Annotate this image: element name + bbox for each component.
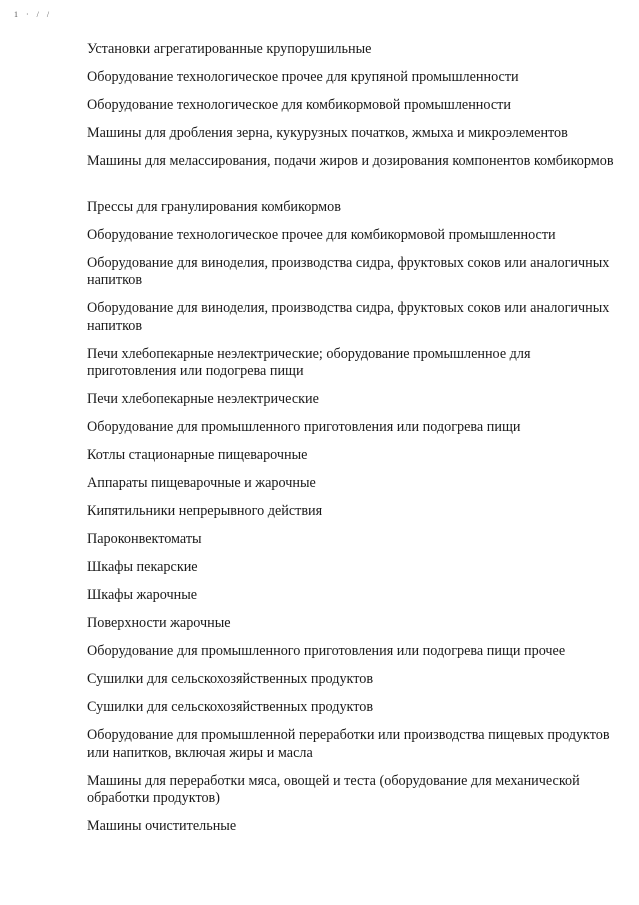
list-item: Оборудование технологическое для комбикормовой промышленности [87,97,511,113]
list-item: Сушилки для сельскохозяйственных продуктов [87,699,374,715]
list-item: Прессы для гранулирования комбикормов [87,198,341,215]
list-item: Установки агрегатированные крупорушильные [87,41,372,57]
list-item: Машины очистительные [87,818,237,834]
list-item: Пароконвектоматы [87,531,202,547]
list-item: Оборудование для промышленного приготовления или подогрева пищи [87,419,521,435]
list-item: Оборудование для промышленного приготовления или подогрева пищи прочее [87,643,566,659]
list-item: Котлы стационарные пищеварочные [87,447,308,463]
list-item: Машины для переработки мяса, овощей и теста (оборудование для механической обработки продуктов) [87,772,580,806]
list-item: Оборудование для виноделия, производства сидра, фруктовых соков или аналогичных напитков [87,254,610,288]
list-item: Машины для дробления зерна, кукурузных початков, жмыха и микроэлементов [87,125,568,141]
list-item: Шкафы пекарские [87,559,198,575]
list-item: Оборудование для промышленной переработки или производства пищевых продуктов или напитков, включая жиры и масла [87,727,610,761]
list-item: Аппараты пищеварочные и жарочные [87,475,316,491]
list-item: Поверхности жарочные [87,615,231,631]
corner-mark: 1 · / / [14,10,53,19]
list-item: Шкафы жарочные [87,587,198,603]
list-item: Кипятильники непрерывного действия [87,503,323,519]
list-item: Оборудование технологическое прочее для крупяной промышленности [87,69,519,85]
list-item: Машины для мелассирования, подачи жиров и дозирования компонентов комбикормов [87,153,614,169]
list-item: Оборудование технологическое прочее для комбикормовой промышленности [87,226,556,243]
list-item: Сушилки для сельскохозяйственных продуктов [87,671,374,687]
list-item: Печи хлебопекарные неэлектрические [87,391,319,407]
list-item: Оборудование для виноделия, производства сидра, фруктовых соков или аналогичных напитков [87,300,610,334]
list-item: Печи хлебопекарные неэлектрические; оборудование промышленное для приготовления или подогрева пищи [87,345,531,379]
equipment-list [87,41,622,846]
